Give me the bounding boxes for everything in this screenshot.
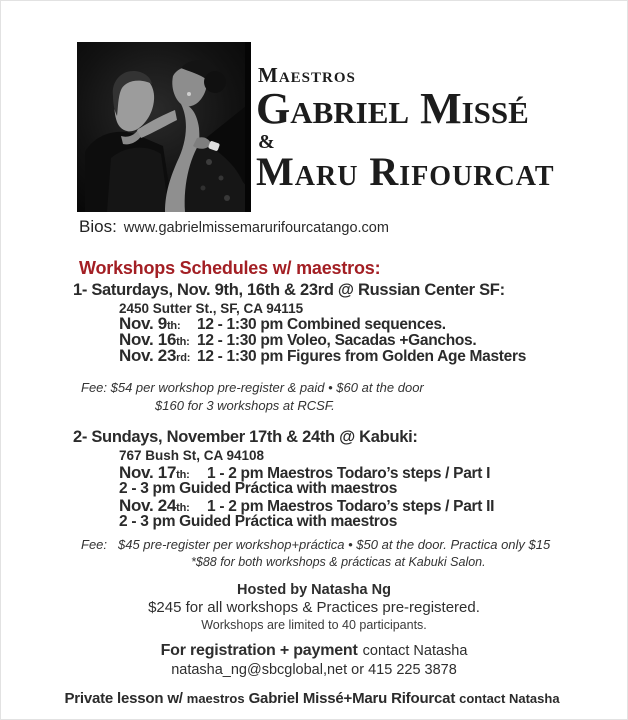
section1-fee-line2: $160 for 3 workshops at RCSF.: [155, 398, 335, 413]
schedule-date: Nov. 23rd:: [119, 346, 191, 365]
registration-bold: For registration + payment: [160, 642, 358, 659]
workshops-heading: Workshops Schedules w/ maestros:: [79, 258, 381, 278]
section1-fee-line1: Fee: $54 per workshop pre-register & paid • $60 at the door: [81, 380, 424, 395]
schedule-date: Nov. 9th:: [119, 314, 181, 333]
fee-label: Fee:: [81, 537, 108, 552]
section1-address: 2450 Sutter St., SF, CA 94115: [119, 301, 304, 316]
schedule-desc: 1 - 2 pm Maestros Todaro’s steps / Part II: [207, 498, 495, 515]
schedule-date: Nov. 24th:: [119, 496, 190, 515]
registration-line: [1, 642, 627, 660]
title-ampersand: &: [258, 131, 275, 153]
section2-fee-line: [81, 537, 550, 552]
schedule-row: [119, 346, 526, 366]
private-part3: Gabriel Missé+Maru Rifourcat: [248, 690, 456, 707]
section1-heading: 1- Saturdays, Nov. 9th, 16th & 23rd @ Russian Center SF:: [73, 281, 505, 299]
bios-line: [79, 217, 389, 237]
bios-url: www.gabrielmissemarurifourcatango.com: [123, 220, 389, 236]
private-lesson-line: [1, 690, 627, 708]
title-maestros: Maestros: [258, 63, 356, 87]
title-name-maru-rifourcat: Maru Rifourcat: [256, 149, 555, 194]
section2-fee-note: *$88 for both workshops & prácticas at Kabuki Salon.: [191, 555, 486, 569]
schedule-desc: 12 - 1:30 pm Figures from Golden Age Masters: [197, 348, 527, 365]
schedule-date: Nov. 16th:: [119, 330, 190, 349]
hosted-by-line: Hosted by Natasha Ng: [237, 582, 391, 598]
private-part4: contact Natasha: [459, 691, 560, 706]
dancers-photo: [77, 42, 251, 212]
schedule-row: 2 - 3 pm Guided Práctica with maestros: [119, 513, 398, 530]
all-workshops-price: $245 for all workshops & Practices pre-registered.: [148, 599, 480, 616]
contact-info: natasha_ng@sbcglobal,net or 415 225 3878: [171, 662, 457, 678]
dancers-photo-graphic: [77, 42, 251, 212]
title-name-gabriel-misse: Gabriel Missé: [256, 84, 529, 133]
section2-address: 767 Bush St, CA 94108: [119, 448, 265, 463]
schedule-desc: 12 - 1:30 pm Voleo, Sacadas +Ganchos.: [197, 332, 477, 349]
registration-rest: contact Natasha: [362, 643, 468, 659]
schedule-desc: 1 - 2 pm Maestros Todaro’s steps / Part I: [207, 465, 491, 482]
private-part2: maestros: [186, 691, 245, 706]
participants-limit: Workshops are limited to 40 participants.: [201, 618, 427, 632]
fee-text: $45 pre-register per workshop+práctica • $50 at the door. Practica only $15: [118, 537, 551, 552]
bios-label: Bios:: [79, 217, 117, 236]
schedule-date: Nov. 17th:: [119, 463, 190, 482]
section2-heading: 2- Sundays, November 17th & 24th @ Kabuki:: [73, 428, 418, 446]
private-part1: Private lesson w/: [64, 690, 183, 707]
schedule-desc: 12 - 1:30 pm Combined sequences.: [197, 316, 446, 333]
schedule-row: 2 - 3 pm Guided Práctica with maestros: [119, 480, 398, 497]
